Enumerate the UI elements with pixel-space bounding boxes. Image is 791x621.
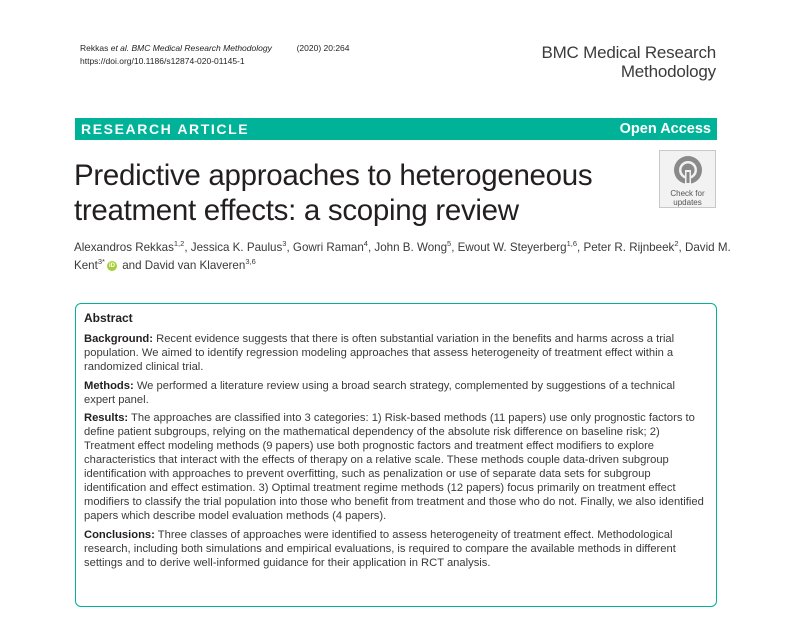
conclusions-label: Conclusions: (84, 528, 155, 541)
author-list: Alexandros Rekkas$^{1,2}$, Jessica K. Paulus$^3$, Gowri Raman$^4$, John B. Wong$^5$, Ewout W. Steyerberg$^{1,6}$, Peter R. Rijnbeek$^2$, David M. Kent$^{3*}$ iD and David van Klaveren$^{3,6}$ (74, 239, 731, 272)
abstract-box (75, 303, 717, 607)
author-affiliation: 3 (282, 239, 287, 249)
doi-link[interactable]: https://doi.org/10.1186/s12874-020-01145-1 (80, 56, 245, 66)
author-affiliation: 1,2 (173, 239, 185, 249)
abstract-heading: Abstract (84, 311, 133, 325)
methods-label: Methods: (84, 379, 134, 392)
journal-name (541, 43, 716, 81)
author-name: David M. Kent (74, 241, 731, 272)
check-for-updates-button[interactable] (659, 150, 716, 208)
author-name: Peter R. Rijnbeek (583, 241, 675, 254)
citation-block (80, 42, 350, 68)
results-text: The approaches are classified into 3 categories: 1) Risk-based methods (11 papers) use only prognostic factors to define patient subgroups, relying on the mathematical dependency of the absolute risk difference on baseline risk; 2) Treatment effect modeling methods (9 papers) use both prognostic factors and treatment effect modifiers to explore characteristics that interact with the effects of therapy on a relative scale. These methods couple data-driven subgroup identification with approaches to prevent overfitting, such as penalization or use of separate data sets for subgroup identification and effect estimation. 3) Optimal treatment regime methods (12 papers) focus primarily on treatment effect modifiers to classify the trial population into those who benefit from treatment and those who do not. Finally, we also identified papers which describe model evaluation methods (4 papers). (84, 412, 704, 522)
author-affiliation: 4 (363, 239, 368, 249)
author-affiliation: 5 (447, 239, 452, 249)
background-text: Recent evidence suggests that there is often substantial variation in the benefits and harms across a trial population. We aimed to identify regression modeling approaches that assess heterogeneity of treatment effect within a randomized clinical trial. (84, 332, 675, 373)
results-label: Results: (84, 412, 129, 425)
crossmark-icon (673, 155, 703, 185)
article-banner (75, 118, 717, 140)
and-word: and (122, 259, 142, 272)
abstract-results (84, 412, 708, 523)
author-affiliation: 2 (674, 239, 679, 249)
abstract-conclusions (84, 529, 708, 571)
conclusions-text: Three classes of approaches were identified to assess heterogeneity of treatment effect. Methodological research, including both simulations and empirical evaluations, is required to compare the available methods in different settings and to derive well-informed guidance for their application in RCT analysis. (84, 528, 676, 569)
abstract-background (84, 333, 708, 375)
author-name: Alexandros Rekkas (74, 241, 174, 254)
citation-year-volume: (2020) 20:264 (296, 43, 350, 53)
author-affiliation: 3,6 (245, 257, 256, 267)
author-name: David van Klaveren (144, 259, 246, 272)
author-name: John B. Wong (374, 241, 448, 254)
author-name: Gowri Raman (292, 241, 364, 254)
author-name: Jessica K. Paulus (190, 241, 283, 254)
check-for-label: Check for (670, 189, 705, 198)
orcid-icon[interactable]: iD (108, 262, 115, 269)
methods-text: We performed a literature review using a broad search strategy, complemented by suggestions of a technical expert panel. (84, 379, 675, 406)
article-title: Predictive approaches to heterogeneous treatment effects: a scoping review (74, 159, 593, 227)
updates-label: updates (673, 198, 702, 207)
journal-name-line2: Methodology (620, 62, 716, 81)
author-affiliation: 1,6 (566, 239, 578, 249)
background-label: Background: (84, 332, 153, 345)
abstract-methods (84, 380, 708, 408)
open-access-label: Open Access (619, 121, 711, 137)
citation-line (80, 42, 350, 55)
article-type: RESEARCH ARTICLE (81, 121, 250, 137)
citation-journal: et al. BMC Medical Research Methodology (110, 43, 272, 53)
author-affiliation: 3* (97, 257, 105, 267)
author-name: Ewout W. Steyerberg (457, 241, 567, 254)
citation-author: Rekkas (80, 43, 109, 53)
journal-name-line1: BMC Medical Research (541, 43, 716, 62)
